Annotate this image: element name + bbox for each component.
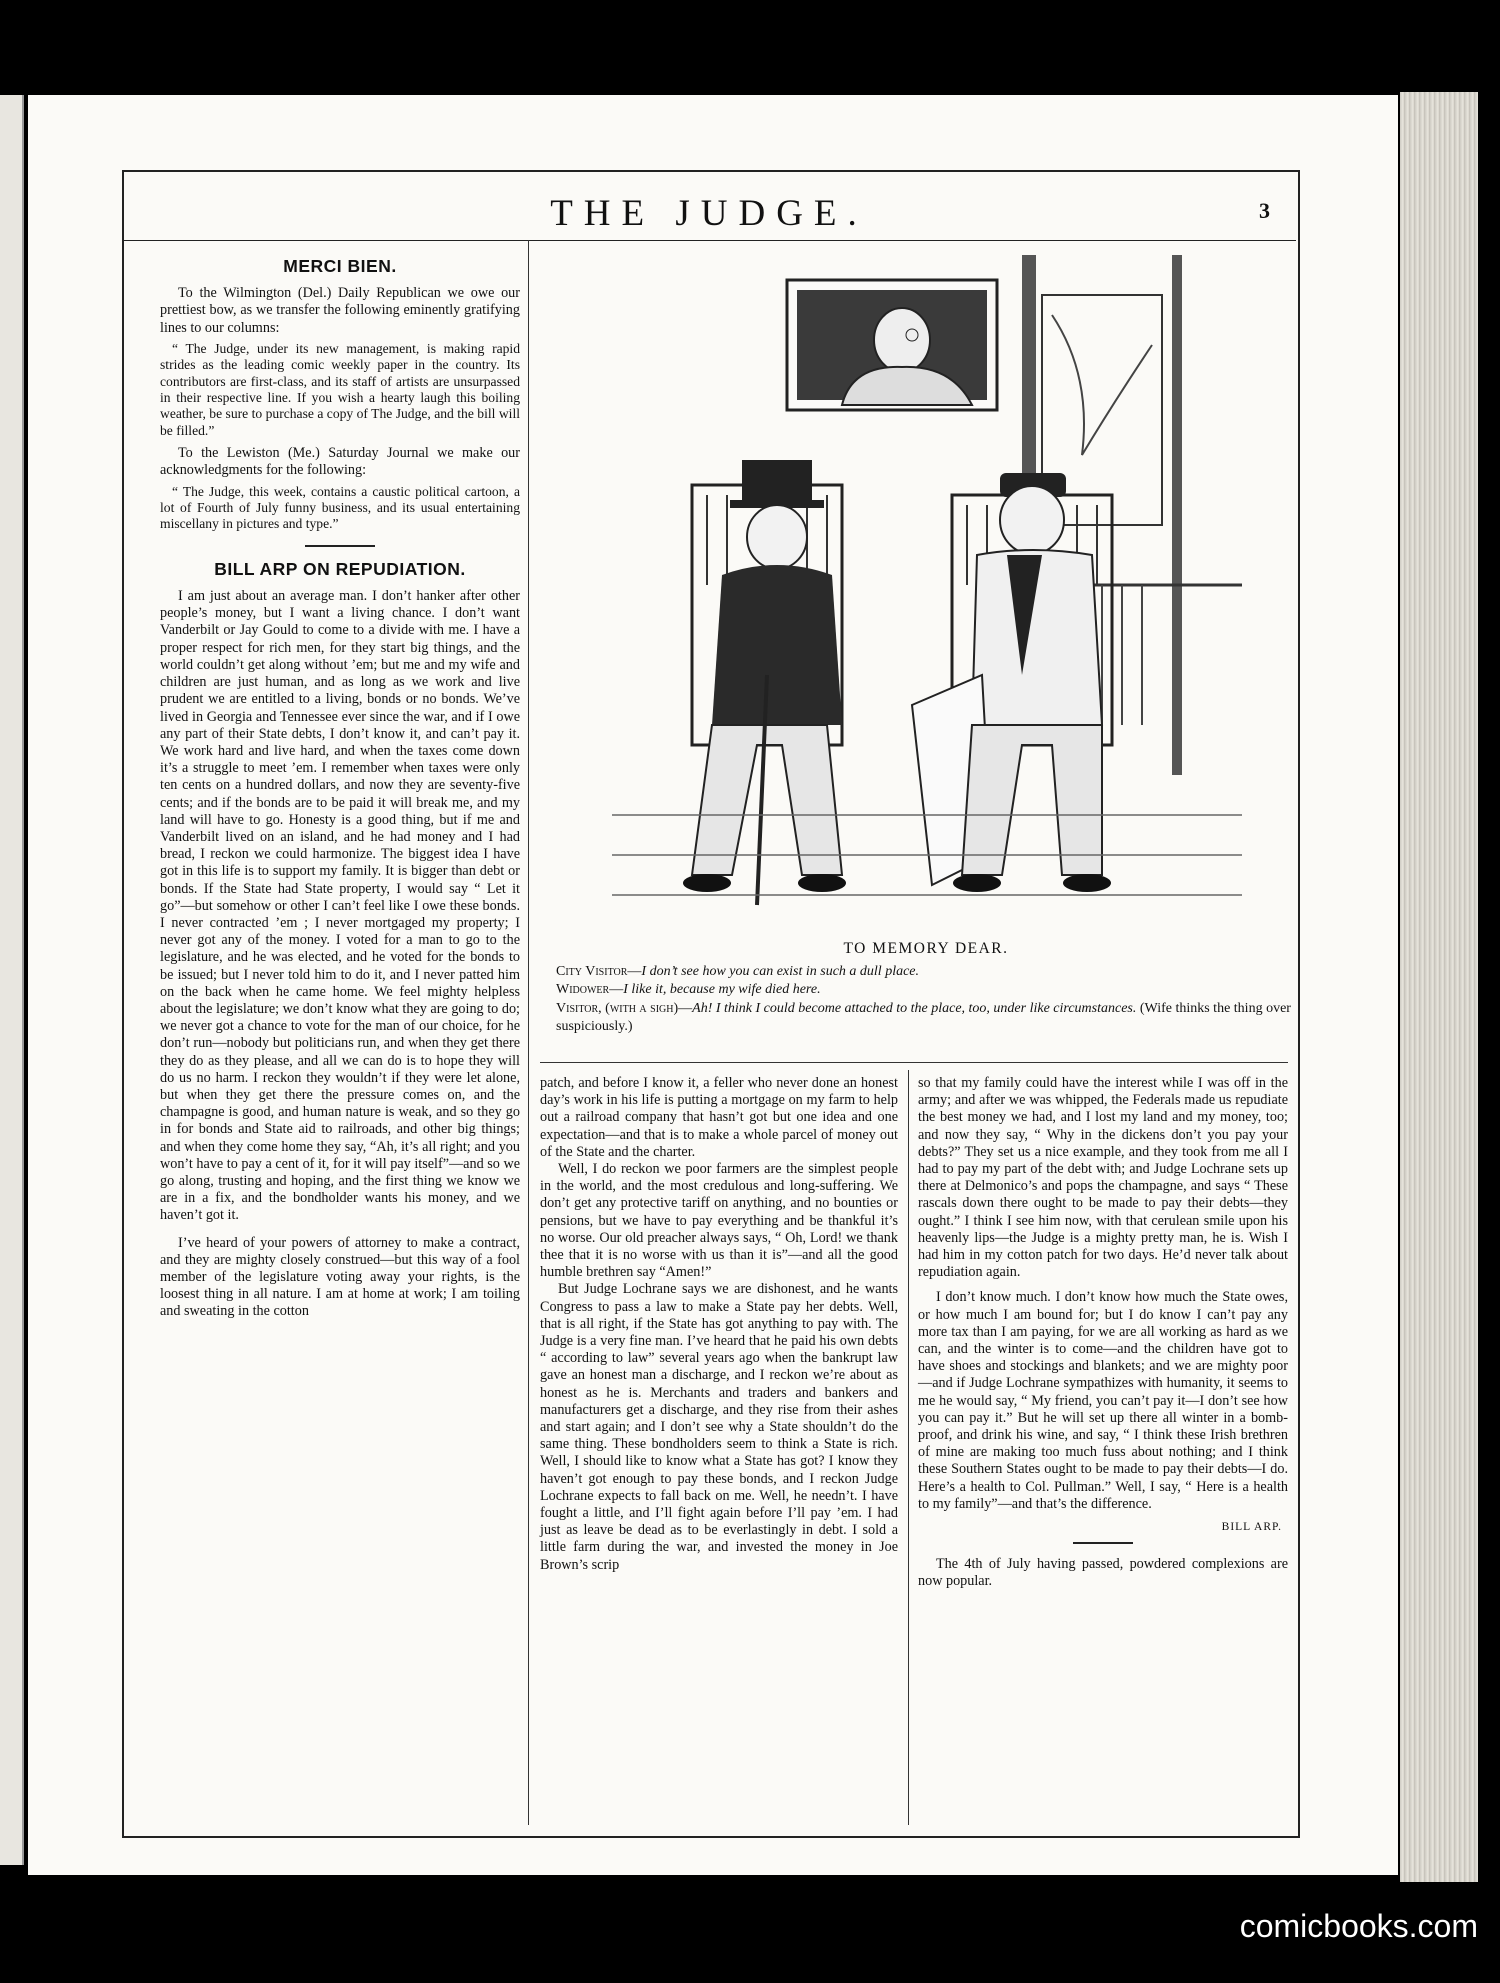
caption-rule (540, 1062, 1288, 1063)
paragraph: But Judge Lochrane says we are dishonest, and he wants Congress to pass a law to make a State pay her debts. Well, that is all right, if the State has got anything to pay with. The Judge is a very fine man. I’ve heard that he paid his own debts “ according to law” several years ago when the bankrupt law gave an honest man a discharge, and I reckon we’re about as honest as he is. Merchants and traders and bankers and manufacturers get a discharge, and they rise from their ashes and start again; and I don’t see why a State shouldn’t do the same thing. These bondholders seem to think a State is rich. Well, I should like to know what a State has got? I know they haven’t got enough to pay these bonds, and I reckon Judge Lochrane expects to fall back on me. Well, he needn’t. I have fought a little, and I’ll fight again before I’ll pay ’em. I had just as leave be dead as to be everlastingly in debt. I sold a little farm during the war, and invested the money in Joe Brown’s scrip (540, 1281, 898, 1573)
column-rule (528, 240, 529, 1825)
stage-direction: (Wife thinks the thing over suspiciously.) (556, 1000, 1291, 1034)
masthead (122, 190, 1296, 241)
divider (1073, 1542, 1133, 1544)
paragraph: The 4th of July having passed, powdered complexions are now popular. (918, 1556, 1288, 1590)
cartoon-illustration (612, 255, 1242, 930)
article-title: BILL ARP ON REPUDIATION. (214, 558, 466, 579)
paragraph: I’ve heard of your powers of attorney to make a contract, and they are mighty closely construed—but this way of a fool member of the legislature voting away your rights, is the loosest thing in all nature. I am at home at work; I am toiling and sweating in the cotton (160, 1234, 520, 1320)
signature: BILL ARP. (1221, 1521, 1282, 1534)
column-2 (540, 1075, 898, 1574)
dialogue: Ah! I think I could become attached to the place, too, under like circumstances. (692, 1000, 1137, 1016)
caption-title: TO MEMORY DEAR. (843, 940, 1009, 957)
article-title: MERCI BIEN. (283, 256, 397, 276)
column-rule (908, 1070, 909, 1825)
paragraph: Well, I do reckon we poor farmers are the simplest people in the world, and the most credulous and long-suffering. We don’t get any protective tariff on anything, and no bounties or pensions, but we have to pay everything and be thankful it’s no worse. Our old preacher always says, “ Oh, Lord! we thank thee that it is no worse with us than it is”—and all the good humble brethren say “Amen!” (540, 1161, 898, 1281)
page-number: 3 (1259, 198, 1270, 223)
paragraph: I don’t know much. I don’t know how much the State owes, or how much I am bound for; but I do know I can’t pay any more tax than I am paying, for we are all working as hard as we can, and the winter is to come—and the children have got to have shoes and stockings and blankets; and we are mighty poor—and if Judge Lochrane sympathizes with humanity, it seems to me he would say, “ My friend, you can’t pay it—I don’t see how you can pay it.” But he will set up there all winter in a bomb-proof, and drink his wine, and say, “ I think these Irish brethren of mine are making too much fuss about nothing; and I think these Southern States ought to be made to pay their debts—I do. Here’s a health to Col. Pullman.” Well, I say, “ Here is a health to my family”—and that’s the difference. (918, 1289, 1288, 1512)
caption-line (556, 963, 1296, 982)
caption-line (556, 1000, 1296, 1037)
dialogue: I don’t see how you can exist in such a dull place. (641, 963, 920, 979)
paragraph: I am just about an average man. I don’t hanker after other people’s money, but I want a living chance. I don’t want Vanderbilt or Jay Gould to come to a divide with me. I have a proper respect for rich men, for they start big things, and the world couldn’t get along without ’em; but me and my wife and children are just human, and as long as we work and live prudent we are entitled to a living, bonds or no bonds. We’ve lived in Georgia and Tennessee ever since the war, and if I owe any part of their State debts, I don’t know it, and can’t pay it. We work hard and live hard, and when the taxes come down it’s a struggle to meet ’em. I remember when taxes were only ten cents on a hundred dollars, and now they are seventy-five cents; and if the bonds are to be paid it will break me, and my land will have to go. Honesty is a good thing, but if me and Vanderbilt lived on an island, and he had money and I had bread, I reckon we could harmonize. The biggest idea I have got in this life is to support my family. It is bigger than debt or bonds. If the State had State property, I would say “ Let it go”—but somehow or other I can’t feel like I owe these bonds. I never contracted ’em ; I never mortgaged my property; I never got any of the money. I voted for a man to go to the legislature, and he was elected, and he voted for the bonds to be issued; but I never told him to do it, and I never patted him on the back when he came home. We feel mighty helpless about the legislature; we don’t know what they are going to do; we never got a chance to vote for the man of our choice, for he don’t run—nobody but politicians run, and when they get there they do as they please, and all we can do is to hope they will do us no harm. I reckon they wouldn’t if they were let alone, but when they get there the pressure comes on, and the champagne is good, and human nature is weak, and so they go in for bonds and State aid to railroads, and other big things; and when they come home they say, “Ah, it’s all right; and you won’t have to pay a cent of it, for it will pay itself”—and so we go along, trusting and hoping, and the first thing we know we are in a fix, and the bondholder wants his money, and we haven’t got it. (160, 588, 520, 1224)
cartoon-caption (556, 940, 1296, 1037)
paragraph: patch, and before I know it, a feller who never done an honest day’s work in his life is putting a mortgage on my farm to help out a railroad company that hasn’t got but one idea and one expectation—and that is to make a whole parcel of money out of the State and the charter. (540, 1075, 898, 1160)
dialogue: I like it, because my wife died here. (623, 982, 821, 997)
paragraph: To the Lewiston (Me.) Saturday Journal we make our acknowledgments for the following: (160, 445, 520, 479)
quotation: “ The Judge, under its new management, is making rapid strides as the leading comic weekly paper in the country. Its contributors are first-class, and its staff of artists are unsurpassed in their respective line. If you wish a hearty laugh this boiling weather, be sure to purchase a copy of The Judge, and the bill will be filled.” (160, 340, 520, 438)
right-page-stack (1400, 92, 1478, 1882)
column-3 (918, 1075, 1288, 1591)
column-1 (160, 258, 520, 1321)
speaker: Widower— (556, 982, 624, 997)
left-page-edge (0, 95, 24, 1865)
masthead-title: THE JUDGE. (550, 193, 868, 234)
caption-line (556, 981, 1296, 1000)
watermark: comicbooks.com (1239, 1908, 1478, 1944)
speaker: Visitor, (with a sigh)— (556, 1000, 693, 1016)
paragraph: To the Wilmington (Del.) Daily Republican we owe our prettiest bow, as we transfer the following eminently gratifying lines to our columns: (160, 285, 520, 336)
divider (305, 545, 375, 547)
paragraph: so that my family could have the interest while I was off in the army; and after we was whipped, the Federals made us repudiate the best money we had, and I lost my land and my money, too; and now they say, “ Why in the dickens don’t you pay your debts?” They set us a nice example, and they took from me all I had to pay my part of the debt with; and Judge Lochrane sets up there at Delmonico’s and pops the champagne, and says “ These rascals down there ought to be made to pay their debts—they ought.” I think I see him now, with that cerulean smile upon his heavenly lips—the Judge is a mighty pretty man, he is. Wish I had him in my cotton patch for two days. He’d never talk about repudiation again. (918, 1075, 1288, 1281)
speaker: City Visitor— (556, 963, 642, 979)
quotation: “ The Judge, this week, contains a caustic political cartoon, a lot of Fourth of July funny business, and its usual entertaining miscellany in pictures and type.” (160, 483, 520, 532)
